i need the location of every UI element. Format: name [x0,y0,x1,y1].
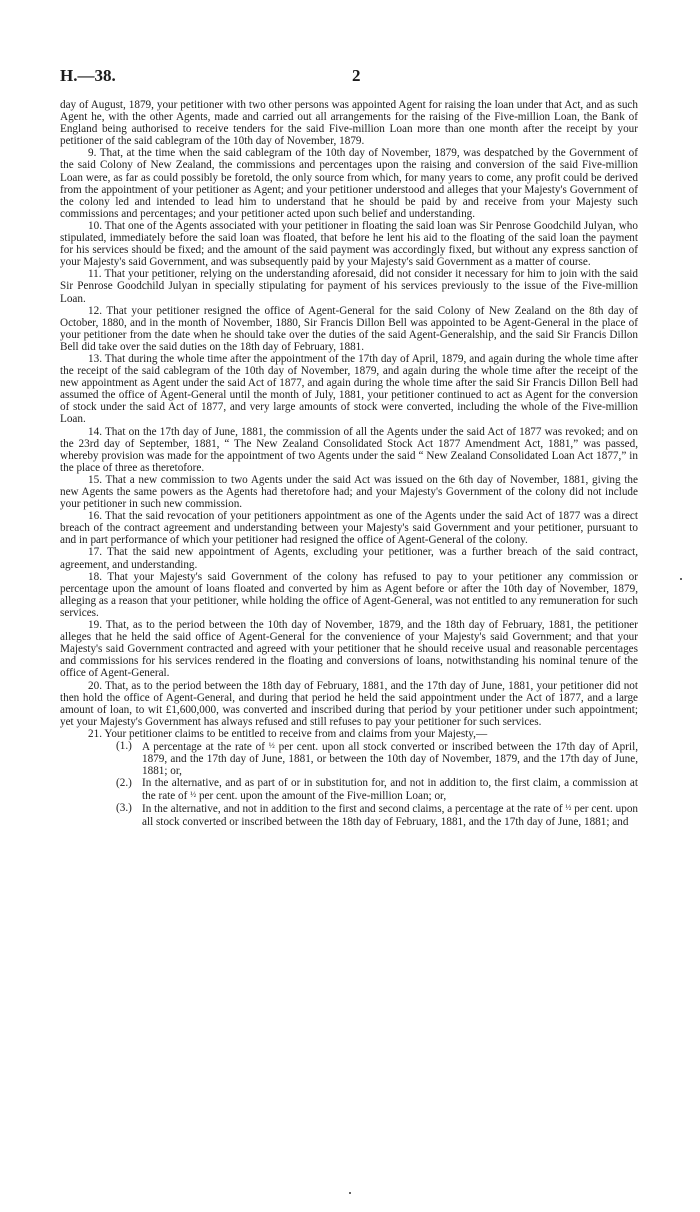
paragraph-continuation: day of August, 1879, your petitioner with two other persons was appointed Agent for raising the loan under that Act, and as such Agent he, with the other Agents, made and carried out all arrangements for the raising of the Five-million Loan, the Bank of England being authorised to receive tenders for the said Five-million Loan more than one month after the receipt by your petitioner of the said cablegram of the 10th day of November, 1879. [60,99,638,148]
paragraph-20: 20. That, as to the period between the 18th day of February, 1881, and the 17th day of June, 1881, your petitioner did not then hold the office of Agent-General, and during that period he held the said appointment under the Act of 1877, and a large amount of loan, to wit £1,600,000, was converted and inscribed during that period by your petitioner under such appointment; yet your Majesty's Government has always refused and still refuses to pay your petitioner for such services. [60,679,638,728]
paragraph-14: 14. That on the 17th day of June, 1881, the commission of all the Agents under the said Act of 1877 was revoked; and on the 23rd day of September, 1881, “ The New Zealand Consolidated Stock Act 1877 Amendment Act, 1881,” was passed, whereby provision was made for the appointment of two Agents under the said “ New Zealand Consolidated Loan Act 1877,” in the place of three as theretofore. [60,425,638,474]
scan-speck [680,578,682,580]
fraction: ½ [190,790,197,800]
claim-text: per cent. upon the amount of the Five-million Loan; or, [196,790,447,803]
paragraph-10: 10. That one of the Agents associated with your petitioner in floating the said loan was Sir Penrose Goodchild Julyan, who stipulated, immediately before the said loan was floated, that before he lent his aid to the floating of the said loan the payment for his services should be fixed; and the amount of the said payment was accordingly fixed, but without any express sanction of your Majesty's said Government, and was subsequently paid by your Majesty's said Government as a matter of course. [60,219,638,269]
paragraph-18: 18. That your Majesty's said Government of the colony has refused to pay to your petitioner any commission or percentage upon the amount of loans floated and converted by him as Agent before or after the 10th day of November, 1879, alleging as a reason that your petitioner, while holding the office of Agent-General, was not entitled to any remuneration for such services. [60,570,638,619]
paragraph-15: 15. That a new commission to two Agents under the said Act was issued on the 6th day of November, 1881, giving the new Agents the same powers as the Agents had theretofore had; and your Majesty's Government of the colony did not include your petitioner in such new commission. [60,473,638,511]
claim-number: (2.) [116,777,132,790]
claim-text: A percentage at the rate of [142,740,269,753]
claim-3 [60,802,638,827]
paper-reference: H.—38. [60,66,116,85]
paragraph-12: 12. That your petitioner resigned the office of Agent-General for the said Colony of New Zealand on the 8th day of October, 1880, and in the month of November, 1880, Sir Francis Dillon Bell was appointed to be Agent-General in the place of your petitioner from the date when he should take over the duties of the said Agent-Generalship, and the said Sir Francis Dillon Bell did take over the said duties on the 18th day of February, 1881. [60,304,638,353]
claim-text: In the alternative, and not in addition to the first and second claims, a percentage at the rate of [142,803,566,816]
claim-number: (1.) [116,739,132,752]
paragraph-9: 9. That, at the time when the said cablegram of the 10th day of November, 1879, was despatched by the Government of the said Colony of New Zealand, the commissions and percentages upon the raising and conversion of the said Five-million Loan were, as far as could possibly be foretold, the only source from which, for many years to come, any profit could be derived from the appointment of your petitioner as Agent; and your petitioner understood and alleges that your Majesty's Government of the colony led and intended to lead him to understand that he should be paid by and receive from your Majesty such commissions and percentages; and your petitioner acted upon such belief and understanding. [60,147,638,220]
claim-text: per cent. upon all stock converted or inscribed between the 17th day of April, 1879, and the 17th day of June, 1881, or between the 10th day of November, 1879, and the 17th day of June, 1881; or, [142,740,639,778]
claim-text: In the alternative, and as part of or in substitution for, and not in addition to, the first claim, a commission at the rate of [142,777,638,803]
fraction: ½ [268,740,275,750]
claim-text: per cent. upon all stock converted or inscribed between the 18th day of February, 1881, and the 17th day of June, 1881; and [142,803,639,828]
paragraph-16: 16. That the said revocation of your petitioners appointment as one of the Agents under the said Act of 1877 was a direct breach of the contract agreement and understanding between your Majesty's said Government and your petitioner, pursuant to and in part performance of which your petitioner had resigned the office of Agent-General of the colony. [60,510,638,547]
paragraph-11: 11. That your petitioner, relying on the understanding aforesaid, did not consider it necessary for him to join with the said Sir Penrose Goodchild Julyan in specially stipulating for payment of his services previously to the issue of the Five-million Loan. [60,268,638,305]
paragraph-17: 17. That the said new appointment of Agents, excluding your petitioner, was a further breach of the said contract, agreement, and understanding. [60,546,638,571]
scan-speck [349,1192,351,1194]
paragraph-19: 19. That, as to the period between the 10th day of November, 1879, and the 18th day of February, 1881, the petitioner alleges that he held the said office of Agent-General for the convenience of your Majesty's said Government; and that your Majesty's said Government contracted and agreed with your petitioner that he should receive usual and reasonable percentages and commissions for his services rendered in the floating and conversions of loans, notwithstanding his nominal tenure of the office of Agent-General. [60,619,638,680]
paragraph-21: 21. Your petitioner claims to be entitled to receive from and claims from your Majesty,— [88,727,488,740]
paragraph-13: 13. That during the whole time after the appointment of the 17th day of April, 1879, and again during the whole time after the receipt of the said cablegram of the 10th day of November, 1879, and again during the whole time after the receipt of the new appointment as Agent under the said Act of 1877, and again during the whole time after the said Sir Francis Dillon Bell had assumed the office of Agent-General until the month of July, 1881, your petitioner continued to act as Agent for the conversion of stock under the said Act of 1877, and very large amounts of stock were converted, including the whole of the Five-million Loan. [60,352,638,426]
page-number: 2 [352,66,361,85]
body-text [60,99,638,828]
claim-number: (3.) [116,802,132,815]
claim-2 [60,777,638,802]
claim-1 [60,740,638,777]
fraction: ½ [565,803,572,813]
page-header [60,66,640,90]
